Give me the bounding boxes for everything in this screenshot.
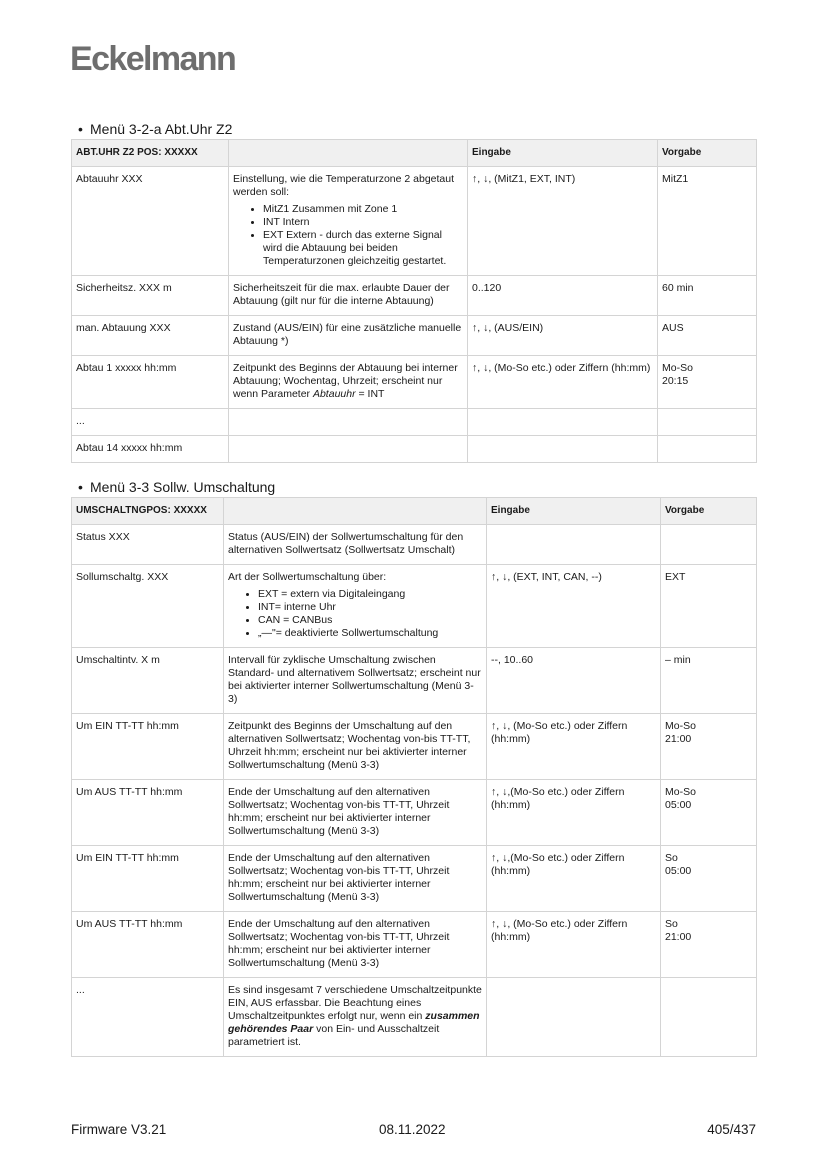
param-input: ↑, ↓, (MitZ1, EXT, INT) [468,167,658,276]
footer-page-number: 405/437 [707,1122,756,1137]
default-day: So [665,918,678,930]
footer-firmware: Firmware V3.21 [71,1122,167,1137]
param-description: Ende der Umschaltung auf den alternativen Sollwertsatz; Wochentag von-bis TT-TT, Uhrzeit hh:mm; erscheint nur bei aktivierter interner Sollwertumschaltung (Menü 3-3) [224,846,487,912]
parameter-reference: Abtauuhr [312,388,356,400]
param-input: ↑, ↓, (Mo-So etc.) oder Ziffern (hh:mm) [468,356,658,409]
param-input [487,978,661,1057]
default-time: 05:00 [665,799,692,811]
table-row [72,356,757,409]
param-name: Umschaltintv. X m [72,648,224,714]
param-name: Sollumschaltg. XXX [72,565,224,648]
param-default [661,978,757,1057]
description-text: Es sind insgesamt 7 verschiedene Umschaltzeitpunkte EIN, AUS erfassbar. Die Beachtung eines Umschaltzeitpunktes erfolgt nur, wenn ein [228,984,482,1022]
param-input: ↑, ↓, (Mo-So etc.) oder Ziffern (hh:mm) [487,912,661,978]
default-day: Mo-So [665,786,696,798]
param-name: ... [72,409,229,436]
header-description [229,140,468,167]
param-default: AUS [658,316,757,356]
param-default [661,714,757,780]
param-description [229,436,468,463]
bullet-icon: • [78,479,83,495]
list-item: • INT Intern [263,216,463,229]
description-text: Einstellung, wie die Temperaturzone 2 abgetaut werden soll: [233,173,455,198]
default-day: So [665,852,678,864]
table-row [72,565,757,648]
sollw-umschaltung-table [71,497,757,1057]
default-day: Mo-So [665,720,696,732]
header-vorgabe: Vorgabe [658,140,757,167]
table-row [72,714,757,780]
option-list [228,588,482,640]
param-name: man. Abtauung XXX [72,316,229,356]
list-item: • INT= interne Uhr [258,601,482,614]
table-row [72,276,757,316]
header-eingabe: Eingabe [487,498,661,525]
param-description: Zustand (AUS/EIN) für eine zusätzliche manuelle Abtauung *) [229,316,468,356]
param-default: MitZ1 [658,167,757,276]
table-row [72,648,757,714]
list-item: • CAN = CANBus [258,614,482,627]
default-time: 21:00 [665,931,692,943]
param-default: – min [661,648,757,714]
table-row [72,436,757,463]
param-default [658,409,757,436]
param-default [661,846,757,912]
default-time: 20:15 [662,375,689,387]
table-row [72,780,757,846]
param-default [661,525,757,565]
param-input: 0..120 [468,276,658,316]
list-item: • MitZ1 Zusammen mit Zone 1 [263,203,463,216]
param-description: Ende der Umschaltung auf den alternativen Sollwertsatz; Wochentag von-bis TT-TT, Uhrzeit hh:mm; erscheint nur bei aktivierter interner Sollwertumschaltung (Menü 3-3) [224,780,487,846]
param-description: Ende der Umschaltung auf den alternativen Sollwertsatz; Wochentag von-bis TT-TT, Uhrzeit hh:mm; erscheint nur bei aktivierter interner Sollwertumschaltung (Menü 3-3) [224,912,487,978]
param-default [658,356,757,409]
list-item: • EXT Extern - durch das externe Signal wird die Abtauung bei beiden Temperaturzonen gleichzeitig gestartet. [263,229,463,268]
param-input [487,525,661,565]
table-row [72,409,757,436]
table-row [72,912,757,978]
table-row [72,316,757,356]
option-list [233,203,463,268]
param-name: ... [72,978,224,1057]
header-eingabe: Eingabe [468,140,658,167]
description-text: = INT [355,388,385,400]
param-input: ↑, ↓,(Mo-So etc.) oder Ziffern (hh:mm) [487,846,661,912]
emphasis-text: zusammen gehörendes Paar [228,1010,480,1035]
param-input: ↑, ↓, (Mo-So etc.) oder Ziffern (hh:mm) [487,714,661,780]
default-day: Mo-So [662,362,693,374]
section-title-sollw-umschaltung [78,479,275,495]
list-item: • „—"= deaktivierte Sollwertumschaltung [258,627,482,640]
param-description: Intervall für zyklische Umschaltung zwischen Standard- und alternativem Sollwertsatz; erscheint nur bei aktivierter interner Sollwertumschaltung (Menü 3-3) [224,648,487,714]
param-default [661,780,757,846]
section-title-abt-uhr-z2 [78,121,232,137]
table-header-row [72,140,757,167]
param-default: 60 min [658,276,757,316]
param-input: --, 10..60 [487,648,661,714]
param-name: Um AUS TT-TT hh:mm [72,780,224,846]
param-description [229,356,468,409]
param-name: Um AUS TT-TT hh:mm [72,912,224,978]
bullet-icon: • [78,121,83,137]
param-input: ↑, ↓,(Mo-So etc.) oder Ziffern (hh:mm) [487,780,661,846]
table-row [72,978,757,1057]
param-default: EXT [661,565,757,648]
header-parameter: UMSCHALTNGPOS: XXXXX [72,498,224,525]
param-name: Status XXX [72,525,224,565]
param-description [224,978,487,1057]
header-parameter: ABT.UHR Z2 POS: XXXXX [72,140,229,167]
section-title-text: Menü 3-3 Sollw. Umschaltung [90,479,276,495]
param-name: Um EIN TT-TT hh:mm [72,846,224,912]
table-row [72,167,757,276]
table-header-row [72,498,757,525]
param-default [658,436,757,463]
param-description [229,167,468,276]
description-text: von Ein- und Ausschaltzeit parametriert ist. [228,1023,440,1048]
list-item: • EXT = extern via Digitaleingang [258,588,482,601]
description-text: Zeitpunkt des Beginns der Abtauung bei interner Abtauung; Wochentag, Uhrzeit; erscheint nur wenn Parameter [233,362,458,400]
param-input [468,409,658,436]
description-text: Art der Sollwertumschaltung über: [228,571,387,583]
param-input [468,436,658,463]
param-name: Sicherheitsz. XXX m [72,276,229,316]
param-name: Abtauuhr XXX [72,167,229,276]
param-name: Abtau 1 xxxxx hh:mm [72,356,229,409]
header-description [224,498,487,525]
param-input: ↑, ↓, (EXT, INT, CAN, --) [487,565,661,648]
default-time: 21:00 [665,733,692,745]
param-description: Zeitpunkt des Beginns der Umschaltung auf den alternativen Sollwertsatz; Wochentag von-bis TT-TT, Uhrzeit hh:mm; erscheint nur bei aktivierter interner Sollwertumschaltung (Menü 3-3) [224,714,487,780]
header-vorgabe: Vorgabe [661,498,757,525]
param-description [224,565,487,648]
section-title-text: Menü 3-2-a Abt.Uhr Z2 [90,121,233,137]
abt-uhr-z2-table [71,139,757,463]
eckelmann-logo: Eckelmann [70,40,236,78]
table-row [72,846,757,912]
param-description: Sicherheitszeit für die max. erlaubte Dauer der Abtauung (gilt nur für die interne Abtauung) [229,276,468,316]
footer-date: 08.11.2022 [379,1122,446,1137]
param-description [229,409,468,436]
param-input: ↑, ↓, (AUS/EIN) [468,316,658,356]
param-name: Um EIN TT-TT hh:mm [72,714,224,780]
param-default [661,912,757,978]
default-time: 05:00 [665,865,692,877]
param-name: Abtau 14 xxxxx hh:mm [72,436,229,463]
param-description: Status (AUS/EIN) der Sollwertumschaltung für den alternativen Sollwertsatz (Sollwertsatz Umschalt) [224,525,487,565]
table-row [72,525,757,565]
